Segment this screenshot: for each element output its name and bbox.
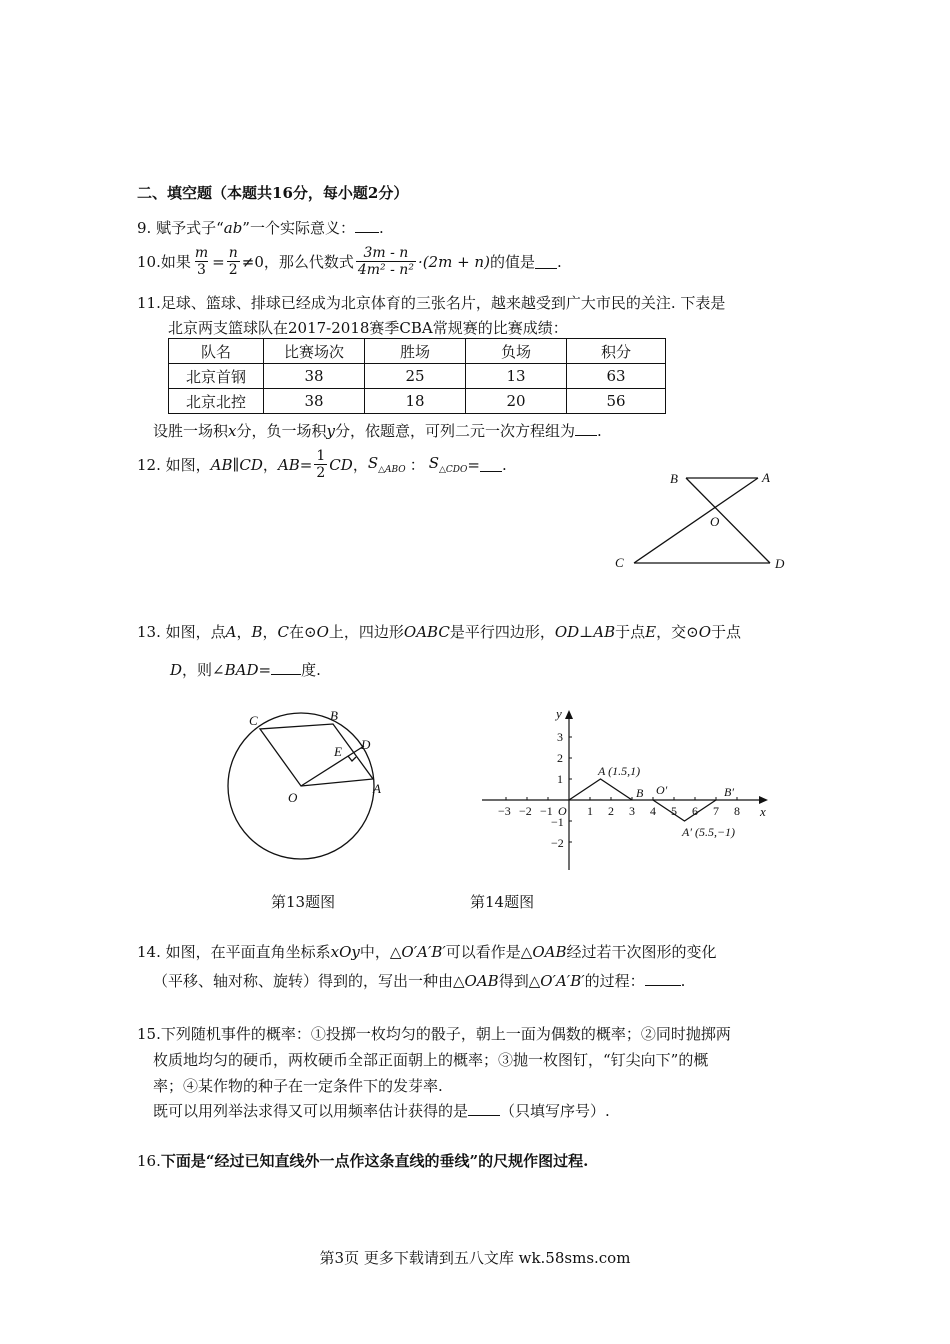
q12-half-num: 1 — [316, 448, 326, 464]
q14-text-c: 可以看作是△ — [445, 943, 533, 961]
x-tick-label: −1 — [540, 804, 553, 818]
q12-s-abo-main: S — [367, 454, 379, 472]
x-tick-label: 1 — [587, 804, 593, 818]
table-cell: 38 — [264, 389, 365, 414]
q13-figure-caption: 第13题图 — [271, 893, 336, 911]
q9-answer-blank — [355, 218, 379, 233]
table-header-row — [169, 339, 666, 364]
q13-text-f: ，交⊙ — [656, 623, 699, 641]
q13-c2: ， — [262, 623, 278, 641]
q13-angle-bad: BAD — [224, 661, 259, 679]
q12-figure — [600, 465, 800, 580]
q12-answer-blank — [480, 457, 502, 472]
q13-oabc: OABC — [403, 623, 450, 641]
q13-point-d: D — [170, 661, 183, 679]
q12-parallel: AB∥CD — [210, 455, 263, 474]
q12-ab-eq: AB= — [277, 455, 313, 474]
q14-text-a: 14. 如图，在平面直角坐标系 — [137, 943, 331, 961]
triangle-oab-prime — [653, 800, 716, 821]
q9-suffix: ”一个实际意义： — [242, 219, 355, 237]
q13-figure — [218, 700, 398, 870]
label-b: B — [670, 471, 678, 486]
cba-score-table — [168, 338, 666, 414]
q11-answer-blank — [575, 421, 597, 436]
y-tick-label: −1 — [551, 815, 564, 829]
q13-text-a: 13. 如图，点 — [137, 623, 226, 641]
q15-line4 — [153, 1100, 610, 1121]
q12-comma: ， — [262, 456, 278, 474]
q11-end: . — [597, 422, 602, 440]
question-16 — [137, 1150, 588, 1171]
q14-figure — [478, 700, 778, 880]
q10-frac2-num: n — [228, 245, 238, 261]
q13-od-ab: OD⊥AB — [554, 623, 616, 641]
table-cell: 38 — [264, 364, 365, 389]
y-tick-label: −2 — [551, 836, 564, 850]
q10-frac2-den: 2 — [228, 262, 238, 278]
y-tick-label: 3 — [557, 730, 563, 744]
q11-var-y: y — [326, 422, 335, 440]
label-d: D — [361, 737, 371, 752]
q13-c1: ， — [236, 623, 252, 641]
q11-line2: 北京两支篮球队在2017-2018赛季CBA常规赛的比赛成绩： — [168, 319, 568, 337]
table-row — [169, 364, 666, 389]
q11-line3-b: 分，负一场积 — [236, 422, 327, 440]
table-header: 比赛场次 — [264, 339, 365, 364]
q15-line2: 枚质地均匀的硬币，两枚硬币全部正面朝上的概率；③抛一枚图钉，“钉尖向下”的概 — [153, 1051, 709, 1069]
q14-tri2: OAB — [532, 943, 567, 961]
label-o: O — [288, 790, 298, 805]
q12-s-cdo-sub: △CDO — [439, 465, 468, 475]
triangle-oab — [569, 779, 632, 800]
q10-end: . — [556, 252, 562, 271]
q10-frac3-num: 3m - n — [363, 245, 409, 261]
q12-half-den: 2 — [316, 465, 326, 481]
q13-point-b: B — [251, 623, 263, 641]
q15-text-b: （只填写序号）. — [500, 1102, 610, 1120]
q13-circle-o-2: O — [698, 623, 712, 641]
q12-cd: CD — [329, 455, 353, 474]
point-b-label: B — [636, 786, 644, 800]
label-a: A — [373, 781, 381, 796]
table-header: 负场 — [466, 339, 567, 364]
q13-text-e: 于点 — [615, 623, 646, 641]
q10-neq: ≠0，那么代数式 — [241, 253, 354, 271]
q13-text-i: = — [258, 661, 272, 679]
x-tick-label: −2 — [519, 804, 532, 818]
q10-answer-blank — [535, 254, 557, 269]
origin-label: O — [558, 804, 567, 818]
q9-end: . — [378, 219, 384, 237]
q11-line3 — [153, 420, 602, 441]
x-tick-label: 5 — [671, 804, 677, 818]
question-10 — [137, 245, 562, 278]
x-tick-label: 4 — [650, 804, 656, 818]
x-tick-label: −3 — [498, 804, 511, 818]
q16-number: 16. — [137, 1152, 161, 1170]
section-heading: 二、填空题（本题共16分，每小题2分） — [137, 184, 409, 202]
q11-var-x: x — [228, 422, 237, 440]
q10-eq: = — [212, 252, 225, 271]
x-tick-label: 6 — [692, 804, 698, 818]
q11-line1: 11.足球、篮球、排球已经成为北京体育的三张名片，越来越受到广大市民的关注. 下表是 — [137, 294, 726, 312]
q12-end: . — [501, 455, 507, 474]
q13-line1 — [137, 621, 741, 642]
q14-line2 — [153, 970, 685, 991]
q14-answer-blank — [645, 971, 681, 986]
q10-prefix: 10.如果 — [137, 253, 191, 271]
q13-text-c: 上，四边形 — [328, 623, 404, 641]
right-angle-mark — [348, 756, 356, 761]
q14-figure-caption: 第14题图 — [470, 893, 535, 911]
q12-s-cdo-main: S — [428, 454, 439, 472]
q13-text-h: ，则∠ — [182, 661, 225, 679]
segment-ac — [634, 478, 758, 563]
table-cell: 18 — [365, 389, 466, 414]
label-c: C — [615, 555, 624, 570]
q14-tri1: O′A′B′ — [401, 943, 446, 961]
q13-text-d: 是平行四边形， — [449, 623, 555, 641]
point-a-label: A (1.5,1) — [598, 764, 641, 778]
q10-mult: ·(2m + n) — [417, 252, 490, 271]
table-cell: 25 — [365, 364, 466, 389]
point-o-prime-label: O′ — [656, 783, 668, 797]
q14-text-e: （平移、轴对称、旋转）得到的，写出一种由△ — [153, 972, 465, 990]
x-tick-label: 3 — [629, 804, 635, 818]
q13-circle-o: O — [316, 623, 329, 641]
q14-text-d: 经过若干次图形的变化 — [566, 943, 717, 961]
q10-frac-n2 — [227, 245, 240, 278]
q12-colon: ： — [409, 456, 425, 474]
q13-text-g: 于点 — [711, 623, 742, 641]
label-b: B — [330, 708, 338, 723]
q15-text-a: 既可以用列举法求得又可以用频率估计获得的是 — [153, 1102, 469, 1120]
table-header: 队名 — [169, 339, 264, 364]
q10-frac-m3 — [193, 245, 210, 278]
table-cell: 20 — [466, 389, 567, 414]
q12-s-abo-sub: △ABO — [378, 465, 406, 475]
q10-frac1-den: 3 — [197, 262, 206, 278]
q14-line1 — [137, 941, 717, 962]
q10-frac3-den: 4m² - n² — [357, 262, 414, 278]
q9-expr: ab — [223, 219, 243, 237]
q13-point-e: E — [645, 623, 657, 641]
x-tick-label: 8 — [734, 804, 740, 818]
label-a: A — [762, 470, 770, 485]
label-e: E — [334, 744, 342, 759]
q13-point-a: A — [225, 623, 237, 641]
label-c: C — [249, 713, 258, 728]
segment-bd — [686, 478, 770, 563]
y-axis-label: y — [556, 706, 562, 721]
q13-point-c: C — [277, 623, 290, 641]
label-o: O — [710, 514, 720, 529]
point-b-prime-label: B′ — [724, 785, 734, 799]
q14-text-g: 的过程： — [584, 972, 645, 990]
q9-prefix: 9. 赋予式子“ — [137, 219, 224, 237]
table-cell: 56 — [567, 389, 666, 414]
x-tick-label: 7 — [713, 804, 719, 818]
table-header: 积分 — [567, 339, 666, 364]
x-axis-label: x — [760, 804, 766, 819]
q12-s-abo — [368, 454, 406, 475]
question-12 — [137, 448, 507, 481]
q16-text: 下面是“经过已知直线外一点作这条直线的垂线”的尺规作图过程. — [160, 1152, 589, 1170]
q12-sep: ， — [352, 456, 368, 474]
q15-line1: 15.下列随机事件的概率：①投掷一枚均匀的骰子，朝上一面为偶数的概率；②同时抛掷两 — [137, 1025, 731, 1043]
q14-text-b: 中，△ — [359, 943, 402, 961]
q13-text-j: 度. — [301, 661, 321, 679]
q15-answer-blank — [468, 1101, 500, 1116]
table-cell: 63 — [567, 364, 666, 389]
q14-tri4: O′A′B′ — [540, 972, 585, 990]
q10-suffix: 的值是 — [489, 253, 535, 271]
table-row — [169, 389, 666, 414]
question-9 — [137, 217, 384, 238]
x-tick-label: 2 — [608, 804, 614, 818]
q15-line3: 率；④某作物的种子在一定条件下的发芽率. — [153, 1077, 443, 1095]
table-cell: 13 — [466, 364, 567, 389]
q10-frac-expr — [356, 245, 416, 278]
segment-od — [301, 746, 364, 786]
q12-s-cdo — [429, 454, 468, 475]
q13-text-b: 在⊙ — [289, 623, 317, 641]
q14-tri3: OAB — [464, 972, 499, 990]
q12-half — [314, 448, 327, 481]
q10-frac1-num: m — [194, 245, 209, 261]
y-tick-label: 1 — [557, 772, 563, 786]
table-cell: 北京首钢 — [169, 364, 264, 389]
q13-line2 — [170, 659, 321, 680]
q14-xoy: xOy — [330, 943, 360, 961]
table-header: 胜场 — [365, 339, 466, 364]
label-d: D — [775, 556, 785, 571]
x-axis-arrow-icon — [759, 796, 768, 804]
page-footer: 第3页 更多下载请到五八文库 wk.58sms.com — [319, 1249, 631, 1267]
y-axis-arrow-icon — [565, 710, 573, 719]
q13-answer-blank — [271, 660, 301, 675]
q11-line3-a: 设胜一场积 — [153, 422, 229, 440]
point-a-prime-label: A′ (5.5,−1) — [682, 825, 736, 839]
q14-end: . — [680, 972, 686, 990]
y-tick-label: 2 — [557, 751, 563, 765]
q12-eq: = — [467, 455, 480, 474]
table-cell: 北京北控 — [169, 389, 264, 414]
q14-text-f: 得到△ — [498, 972, 541, 990]
q12-prefix: 12. 如图， — [137, 456, 211, 474]
q11-line3-c: 分，依题意，可列二元一次方程组为 — [334, 422, 575, 440]
